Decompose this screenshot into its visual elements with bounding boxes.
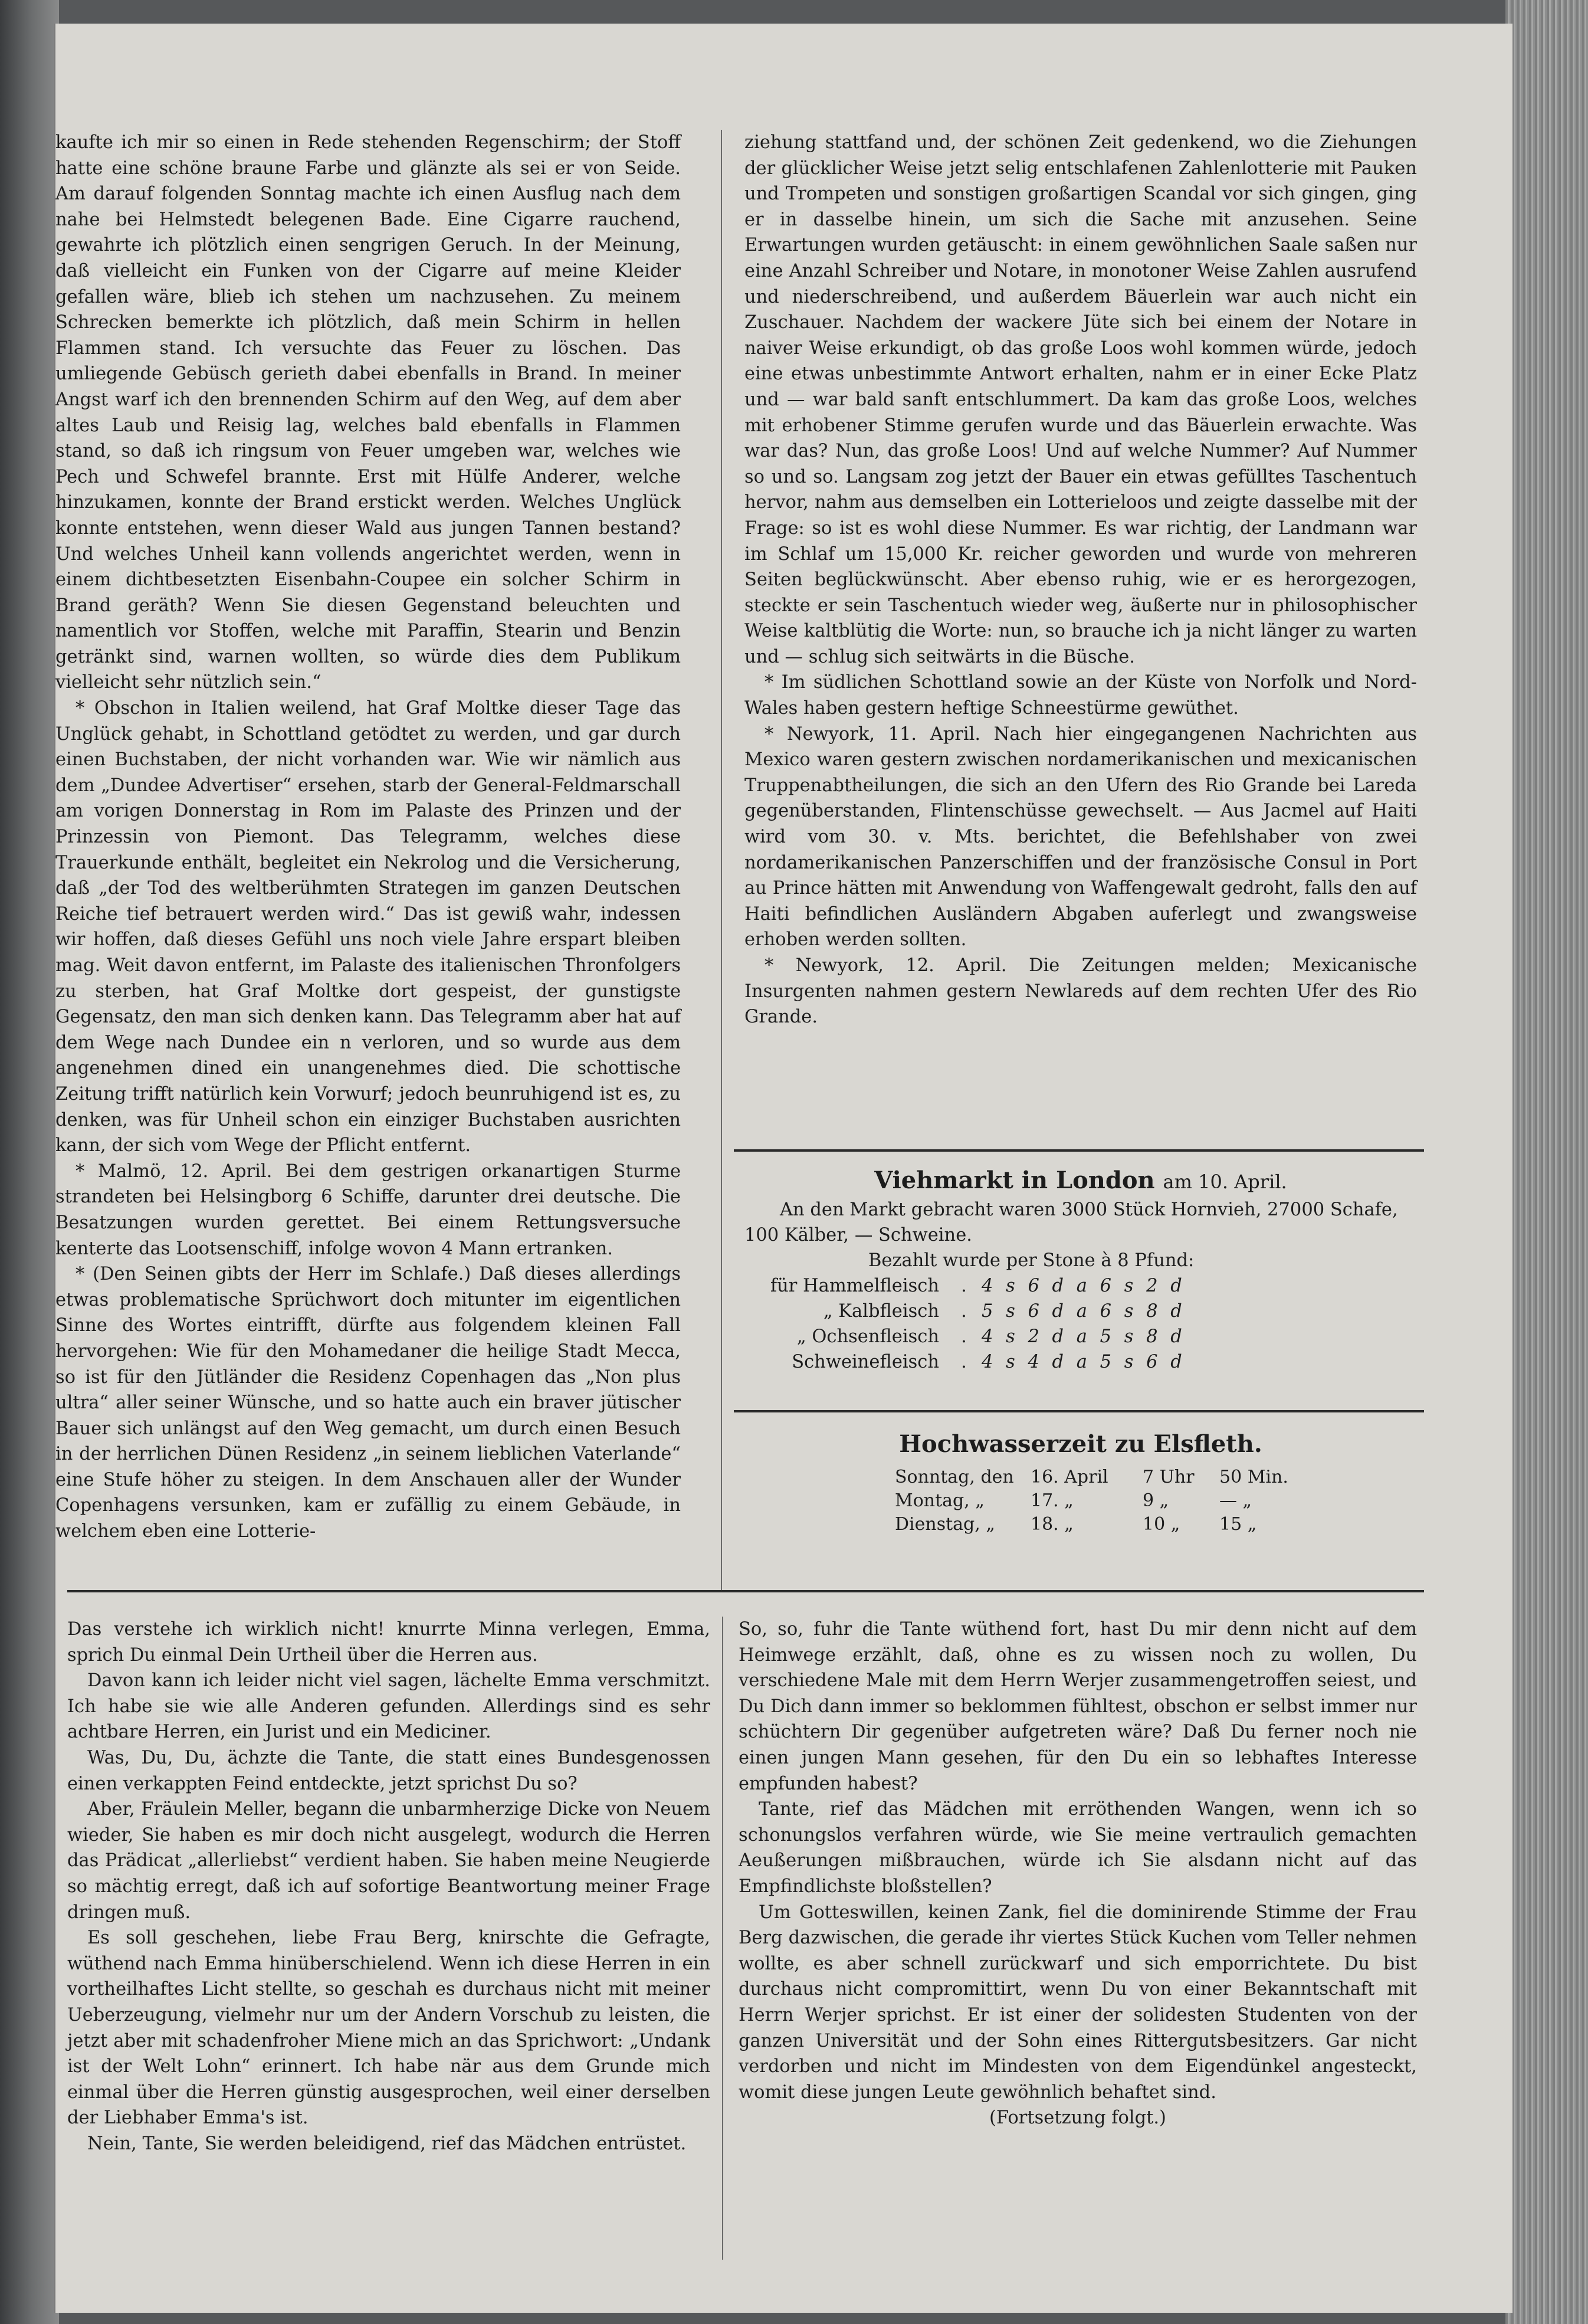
continuation-note: (Fortsetzung folgt.) [989, 2107, 1166, 2129]
market-subhead: Bezahlt wurde per Stone à 8 Pfund: [868, 1250, 1195, 1271]
market-row-value: 4 s 2 d a 5 s 8 d [982, 1326, 1186, 1347]
story-paragraph: Es soll geschehen, liebe Frau Berg, knirschte die Gefragte, wüthend nach Emma hinüberschielend. Wenn ich diese Herren in ein vortheilhaftes Licht stellte, so geschah es durchaus nicht mit meiner Ueberzeugung, vielmehr nur um der Andern Vorschub zu leisten, die jetzt aber mit schadenfroher Miene mich an das Sprichwort: „Undank ist der Welt Lohn“ erinnert. Ich habe när aus dem Grunde mich einmal über die Herren günstig ausgesprochen, weil einer derselben der Liebhaber Emma's ist. [67, 1928, 710, 2129]
facing-page-edge [0, 0, 59, 2324]
book-page-edges [1505, 0, 1588, 2324]
feuilleton-rule [67, 1590, 1424, 1592]
cattle-market-section [744, 1165, 1417, 1375]
tide-hour: 10 „ [1143, 1514, 1180, 1535]
tide-minute: 50 Min. [1219, 1467, 1288, 1487]
story-paragraph: Nein, Tante, Sie werden beleidigend, rief das Mädchen entrüstet. [87, 2133, 687, 2154]
tide-minute: 15 „ [1219, 1514, 1257, 1535]
market-row-label: „ Ochsenfleisch [796, 1326, 939, 1347]
story-paragraph: Aber, Fräulein Meller, begann die unbarmherzige Dicke von Neuem wieder, Sie haben es mir doch nicht ausgelegt, wodurch die Herren das Prädicat „allerliebst“ verdient haben. Sie haben meine Neugierde so mächtig erregt, daß ich auf sofortige Beantwortung meiner Frage dringen muß. [67, 1799, 710, 1923]
market-row-label: Schweinefleisch [792, 1352, 939, 1372]
market-row-dot: . [961, 1301, 967, 1322]
market-row-value: 4 s 4 d a 5 s 6 d [982, 1352, 1186, 1372]
article-paragraph: ziehung stattfand und, der schönen Zeit gedenkend, wo die Ziehungen der glücklicher Weise jetzt selig entschlafenen Zahlenlotterie mit Pauken und Trompeten und sonstigen großartigen Scandal vor sich gingen, ging er in dasselbe hinein, um sich die Sache mit anzusehen. Seine Erwartungen wurden getäuscht: in einem gewöhnlichen Saale saßen nur eine Anzahl Schreiber und Notare, in monotoner Weise Zahlen ausrufend und niederschreibend, und außerdem Bäuerlein war auch nicht ein Zuschauer. Nachdem der wackere Jüte sich bei einem der Notare in naiver Weise erkundigt, ob das große Loos wohl kommen würde, jedoch eine etwas unbestimmte Antwort erhalten, nahm er in einer Ecke Platz und — war bald sanft entschlummert. Da kam das große Loos, welches mit erhobener Stimme gerufen wurde und das Bäuerlein erwachte. Was war das? Nun, das große Loos! Und auf welche Nummer? Auf Nummer so und so. Langsam zog jetzt der Bauer ein etwas gefülltes Taschentuch hervor, nahm aus demselben ein Lotterieloos und zeigte dasselbe mit der Frage: so ist es wohl diese Nummer. Es war richtig, der Landmann war im Schlaf um 15,000 Kr. reicher geworden und wurde von mehreren Seiten beglückwünscht. Aber ebenso ruhig, wie er es herorgezogen, steckte er sein Taschentuch wieder weg, äußerte nur in philosophischer Weise kaltblütig die Worte: nun, so brauche ich ja nicht länger zu warten und — schlug sich seitwärts in die Büsche. [744, 132, 1417, 667]
tide-hour: 9 „ [1143, 1490, 1169, 1511]
market-row [744, 1273, 1417, 1299]
tide-day: Dienstag, „ [895, 1514, 995, 1535]
tide-row [744, 1466, 1417, 1489]
article-paragraph: * Im südlichen Schottland sowie an der Küste von Norfolk und Nord-Wales haben gestern heftige Schneestürme gewüthet. [744, 672, 1417, 719]
market-row-value: 4 s 6 d a 6 s 2 d [982, 1276, 1186, 1296]
section-rule [734, 1410, 1424, 1412]
market-row [744, 1324, 1417, 1349]
newspaper-page [54, 24, 1512, 2313]
market-row-value: 5 s 6 d a 6 s 8 d [982, 1301, 1186, 1322]
tide-row [744, 1489, 1417, 1513]
market-row-label: „ Kalbfleisch [823, 1301, 939, 1322]
tide-date: 17. „ [1031, 1490, 1074, 1511]
top-left-column [55, 130, 681, 1545]
column-divider [722, 1617, 723, 2260]
story-paragraph: Tante, rief das Mädchen mit erröthenden Wangen, wenn ich so schonungslos verfahren würde, wie Sie meine vertraulich gemachten Aeußerungen mißbrauchen, würde ich Sie alsdann nicht auf das Empfindlichste bloßstellen? [739, 1799, 1417, 1897]
market-date: am 10. April. [1163, 1171, 1287, 1193]
article-paragraph: * Newyork, 11. April. Nach hier eingegangenen Nachrichten aus Mexico waren gestern zwischen nordamerikanischen und mexicanischen Truppenabtheilungen, die sich an den Ufern des Rio Grande bei Lareda gegenüberstanden, Flintenschüsse gewechselt. — Aus Jacmel auf Haiti wird vom 30. v. Mts. berichtet, die Befehlshaber von zwei nordamerikanischen Panzerschiffen und der französische Consul in Port au Prince hätten mit Anwendung von Waffengewalt gedroht, falls den auf Haiti befindlichen Ausländern Abgaben auferlegt und zwangsweise erhoben werden sollten. [744, 723, 1417, 950]
story-paragraph: So, so, fuhr die Tante wüthend fort, hast Du mir denn nicht auf dem Heimwege erzählt, daß, ohne es zu wissen noch zu wollen, Du verschiedene Male mit dem Herrn Werjer zusammengetroffen seiest, und Du Dich dann immer so beklommen fühltest, obschon er selbst immer nur schüchtern Dir gegenüber aufgetreten wäre? Daß Du ferner noch nie einen jungen Mann gesehen, für den Du ein so lebhaftes Interesse empfunden habest? [739, 1619, 1417, 1794]
column-divider [721, 130, 722, 1590]
tide-title: Hochwasserzeit zu Elsfleth. [899, 1430, 1262, 1458]
tide-section [744, 1429, 1417, 1536]
tide-date: 18. „ [1031, 1514, 1074, 1535]
market-row-label: für Hammelfleisch [770, 1276, 939, 1296]
market-intro: An den Markt gebracht waren 3000 Stück Hornvieh, 27000 Schafe, 100 Kälber, — Schweine. [744, 1199, 1398, 1245]
story-paragraph: Um Gotteswillen, keinen Zank, fiel die dominirende Stimme der Frau Berg dazwischen, die gerade ihr viertes Stück Kuchen vom Teller nehmen wollte, es aber schnell zurückwarf und sich emporrichtete. Du bist durchaus nicht compromittirt, wenn Du von einer Bekanntschaft mit Herrn Werjer sprichst. Er ist einer der solidesten Studenten von der ganzen Universität und der Sohn eines Rittergutsbesitzers. Gar nicht verdorben und nicht im Mindesten von dem Eigendünkel angesteckt, womit diese jungen Leute gewöhnlich behaftet sind. [739, 1902, 1417, 2103]
bottom-left-column [67, 1617, 710, 2156]
tide-day: Montag, „ [895, 1490, 985, 1511]
article-paragraph: * Obschon in Italien weilend, hat Graf Moltke dieser Tage das Unglück gehabt, in Schottland getödtet zu werden, und gar durch einen Buchstaben, der nicht vorhanden war. Wie wir nämlich aus dem „Dundee Advertiser“ ersehen, starb der General-Feldmarschall am vorigen Donnerstag in Rom im Palaste des Prinzen und der Prinzessin von Piemont. Das Telegramm, welches diese Trauerkunde enthält, begleitet ein Nekrolog und die Versicherung, daß „der Tod des weltberühmten Strategen im ganzen Deutschen Reiche tief betrauert werden wird.“ Das ist gewiß wahr, indessen wir hoffen, daß dieses Gefühl uns noch viele Jahre erspart bleiben mag. Weit davon entfernt, im Palaste des italienischen Thronfolgers zu sterben, hat Graf Moltke dort gespeist, der gunstigste Gegensatz, den man sich denken kann. Das Telegramm aber hat auf dem Wege nach Dundee ein n verloren, und so wurde aus dem angenehmen dined ein unangenehmes died. Die schottische Zeitung trifft natürlich kein Vorwurf; jedoch beunruhigend ist es, zu denken, was für Unheil schon ein einziger Buchstaben ausrichten kann, der sich vom Wege der Pflicht entfernt. [55, 698, 681, 1156]
market-row [744, 1349, 1417, 1375]
market-row-dot: . [961, 1352, 967, 1372]
article-paragraph: * (Den Seinen gibts der Herr im Schlafe.) Daß dieses allerdings etwas problematische Sprüchwort doch mitunter im eigentlichen Sinne des Wortes eintrifft, dürfte aus folgendem kleinen Fall hervorgehen: Wie für den Mohamedaner die heilige Stadt Mecca, so ist für den Jütländer die Residenz Copenhagen das „Non plus ultra“ aller seiner Wünsche, und so hatte auch ein braver jütischer Bauer sich unlängst auf den Weg gemacht, um durch einen Besuch in der herrlichen Dünen Residenz „in seinem lieblichen Vaterlande“ eine Stufe höher zu steigen. In dem Anschauen aller der Wunder Copenhagens versunken, kam er zufällig zu einem Gebäude, in welchem eben eine Lotterie- [55, 1264, 681, 1542]
article-paragraph: * Malmö, 12. April. Bei dem gestrigen orkanartigen Sturme strandeten bei Helsingborg 6 Schiffe, darunter drei deutsche. Die Besatzungen wurden gerettet. Bei einem Rettungsversuche kenterte das Lootsenschiff, infolge wovon 4 Mann ertranken. [55, 1161, 681, 1259]
bottom-right-column [739, 1617, 1417, 2131]
tide-row [744, 1513, 1417, 1536]
market-title-line [744, 1165, 1417, 1197]
tide-date: 16. April [1031, 1467, 1108, 1487]
section-rule [734, 1149, 1424, 1152]
story-paragraph: Davon kann ich leider nicht viel sagen, lächelte Emma verschmitzt. Ich habe sie wie alle Anderen gefunden. Allerdings sind es sehr achtbare Herren, ein Jurist und ein Mediciner. [67, 1670, 710, 1743]
story-paragraph: Das verstehe ich wirklich nicht! knurrte Minna verlegen, Emma, sprich Du einmal Dein Urtheil über die Herren aus. [67, 1619, 710, 1666]
market-row-dot: . [961, 1326, 967, 1347]
market-row [744, 1299, 1417, 1324]
article-paragraph: kaufte ich mir so einen in Rede stehenden Regenschirm; der Stoff hatte eine schöne braune Farbe und glänzte als sei er von Seide. Am darauf folgenden Sonntag machte ich einen Ausflug nach dem nahe bei Helmstedt belegenen Bade. Eine Cigarre rauchend, gewahrte ich plötzlich einen sengrigen Geruch. In der Meinung, daß vielleicht ein Funken von der Cigarre auf meine Kleider gefallen wäre, blieb ich stehen um nachzusehen. Zu meinem Schrecken bemerkte ich plötzlich, daß mein Schirm in hellen Flammen stand. Ich versuchte das Feuer zu löschen. Das umliegende Gebüsch gerieth dabei ebenfalls in Brand. In meiner Angst warf ich den brennenden Schirm auf den Weg, auf dem aber altes Laub und Reisig lag, welches bald ebenfalls in Flammen stand, so daß ich ringsum von Feuer umgeben war, welches wie Pech und Schwefel brannte. Erst mit Hülfe Anderer, welche hinzukamen, konnte der Brand erstickt werden. Welches Unglück konnte entstehen, wenn dieser Wald aus jungen Tannen bestand? Und welches Unheil kann vollends angerichtet werden, wenn in einem dichtbesetzten Eisenbahn-Coupee ein solcher Schirm in Brand geräth? Wenn Sie diesen Gegenstand beleuchten und namentlich vor Stoffen, welche mit Paraffin, Stearin und Benzin getränkt sind, warnen wollten, so würde dies dem Publikum vielleicht sehr nützlich sein.“ [55, 132, 681, 693]
tide-hour: 7 Uhr [1143, 1467, 1195, 1487]
tide-day: Sonntag, den [895, 1467, 1014, 1487]
market-row-dot: . [961, 1276, 967, 1296]
top-right-column [744, 130, 1417, 1030]
tide-minute: — „ [1219, 1490, 1252, 1511]
market-title: Viehmarkt in London [874, 1166, 1155, 1194]
article-paragraph: * Newyork, 12. April. Die Zeitungen melden; Mexicanische Insurgenten nahmen gestern Newlareds auf dem rechten Ufer des Rio Grande. [744, 955, 1417, 1028]
story-paragraph: Was, Du, Du, ächzte die Tante, die statt eines Bundesgenossen einen verkappten Feind entdeckte, jetzt sprichst Du so? [67, 1747, 710, 1794]
